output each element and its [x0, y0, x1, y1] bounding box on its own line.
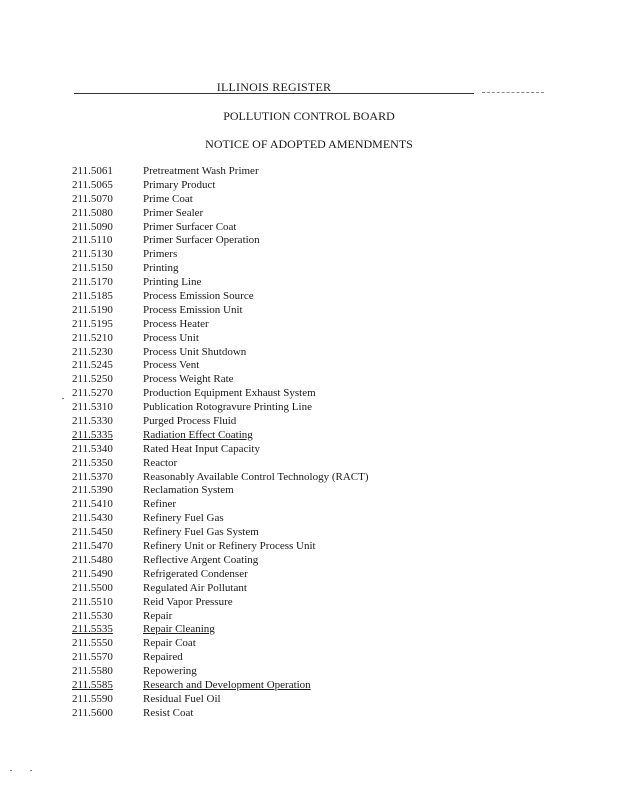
- section-row: [72, 221, 369, 235]
- section-row: [72, 471, 369, 485]
- section-term: Research and Development Operation: [143, 678, 311, 691]
- section-row: [72, 207, 369, 221]
- section-number: 211.5195: [72, 317, 113, 330]
- register-title: ILLINOIS REGISTER: [216, 80, 332, 94]
- section-number: 211.5590: [72, 692, 113, 705]
- section-number: 211.5270: [72, 387, 113, 400]
- section-number: 211.5250: [72, 373, 113, 386]
- scan-speck: [10, 770, 12, 771]
- section-number: 211.5190: [72, 303, 113, 316]
- section-term: Refinery Fuel Gas: [143, 512, 224, 525]
- section-number: 211.5390: [72, 484, 113, 497]
- section-row: [72, 276, 369, 290]
- section-term: Production Equipment Exhaust System: [143, 387, 316, 400]
- section-term: Rated Heat Input Capacity: [143, 442, 260, 455]
- section-term: Process Unit Shutdown: [143, 345, 247, 358]
- section-number: 211.5500: [72, 581, 113, 594]
- section-number: 211.5170: [72, 276, 113, 289]
- section-term: Reclamation System: [143, 484, 234, 497]
- section-row: [72, 346, 369, 360]
- section-number: 211.5230: [72, 345, 113, 358]
- section-term: Refiner: [143, 498, 176, 511]
- header-rule: [74, 93, 474, 94]
- section-term: Primer Surfacer Operation: [143, 234, 260, 247]
- section-number: 211.5310: [72, 401, 113, 414]
- section-row: [72, 457, 369, 471]
- section-term: Refinery Unit or Refinery Process Unit: [143, 540, 316, 553]
- section-term: Resist Coat: [143, 706, 194, 719]
- section-term: Repair: [143, 609, 173, 622]
- section-row: [72, 484, 369, 498]
- section-term: Reid Vapor Pressure: [143, 595, 233, 608]
- section-row: [72, 554, 369, 568]
- section-number: 211.5580: [72, 665, 113, 678]
- section-row: [72, 290, 369, 304]
- agency-name: POLLUTION CONTROL BOARD: [223, 109, 395, 123]
- section-row: [72, 179, 369, 193]
- section-number: 211.5350: [72, 456, 113, 469]
- header-dash-mark: [482, 92, 544, 93]
- section-number: 211.5330: [72, 415, 113, 428]
- section-number: 211.5061: [72, 165, 113, 177]
- section-number: 211.5110: [72, 234, 113, 247]
- section-number: 211.5065: [72, 178, 113, 191]
- section-number: 211.5150: [72, 262, 113, 275]
- section-number: 211.5245: [72, 359, 113, 372]
- section-number: 211.5090: [72, 220, 113, 233]
- section-term: Reflective Argent Coating: [143, 553, 259, 566]
- section-row: [72, 540, 369, 554]
- section-term: Primer Surfacer Coat: [143, 220, 237, 233]
- section-term: Printing: [143, 262, 179, 275]
- section-row: [72, 248, 369, 262]
- section-row: [72, 373, 369, 387]
- section-number: 211.5210: [72, 331, 113, 344]
- section-term: Repowering: [143, 665, 197, 678]
- section-term: Repaired: [143, 651, 183, 664]
- section-term: Process Emission Source: [143, 290, 254, 303]
- section-row: [72, 401, 369, 415]
- section-term: Printing Line: [143, 276, 202, 289]
- section-term: Primary Product: [143, 178, 216, 191]
- section-term: Radiation Effect Coating: [143, 428, 253, 441]
- section-term: Reasonably Available Control Technology (RACT): [143, 470, 369, 483]
- section-row: [72, 568, 369, 582]
- section-row: [72, 443, 369, 457]
- section-row: [72, 415, 369, 429]
- section-number: 211.5335: [72, 428, 113, 441]
- section-row: [72, 165, 369, 179]
- section-term: Residual Fuel Oil: [143, 692, 221, 705]
- section-number: 211.5070: [72, 192, 113, 205]
- section-number: 211.5480: [72, 553, 113, 566]
- scan-speck: [30, 770, 32, 771]
- section-number: 211.5430: [72, 512, 113, 525]
- section-row: [72, 610, 369, 624]
- section-number: 211.5600: [72, 706, 113, 719]
- section-term: Regulated Air Pollutant: [143, 581, 247, 594]
- section-row: [72, 707, 369, 721]
- section-number: 211.5130: [72, 248, 113, 261]
- section-number: 211.5410: [72, 498, 113, 511]
- section-term: Refinery Fuel Gas System: [143, 526, 259, 539]
- section-number: 211.5470: [72, 540, 113, 553]
- section-row: [72, 526, 369, 540]
- section-term: Pretreatment Wash Primer: [143, 165, 259, 177]
- section-row: [72, 429, 369, 443]
- section-term: Process Vent: [143, 359, 200, 372]
- notice-title: NOTICE OF ADOPTED AMENDMENTS: [205, 137, 413, 151]
- section-row: [72, 332, 369, 346]
- section-number: 211.5530: [72, 609, 113, 622]
- section-list: [72, 165, 369, 721]
- section-term: Refrigerated Condenser: [143, 567, 248, 580]
- section-row: [72, 359, 369, 373]
- section-number: 211.5570: [72, 651, 113, 664]
- section-term: Process Weight Rate: [143, 373, 234, 386]
- scan-speck: [62, 398, 64, 399]
- section-row: [72, 637, 369, 651]
- section-row: [72, 193, 369, 207]
- section-number: 211.5080: [72, 206, 113, 219]
- section-number: 211.5510: [72, 595, 113, 608]
- section-row: [72, 304, 369, 318]
- section-term: Primer Sealer: [143, 206, 204, 219]
- section-number: 211.5370: [72, 470, 113, 483]
- section-term: Process Heater: [143, 317, 209, 330]
- section-term: Purged Process Fluid: [143, 415, 237, 428]
- section-number: 211.5535: [72, 623, 113, 636]
- section-row: [72, 318, 369, 332]
- section-row: [72, 665, 369, 679]
- section-row: [72, 582, 369, 596]
- section-number: 211.5490: [72, 567, 113, 580]
- section-row: [72, 498, 369, 512]
- section-row: [72, 262, 369, 276]
- section-row: [72, 623, 369, 637]
- section-number: 211.5450: [72, 526, 113, 539]
- section-term: Primers: [143, 248, 178, 261]
- section-row: [72, 512, 369, 526]
- section-row: [72, 693, 369, 707]
- section-term: Process Unit: [143, 331, 199, 344]
- section-term: Reactor: [143, 456, 178, 469]
- section-row: [72, 387, 369, 401]
- section-term: Repair Cleaning: [143, 623, 215, 636]
- section-term: Repair Coat: [143, 637, 196, 650]
- section-number: 211.5550: [72, 637, 113, 650]
- section-term: Prime Coat: [143, 192, 193, 205]
- section-term: Publication Rotogravure Printing Line: [143, 401, 312, 414]
- section-number: 211.5585: [72, 678, 113, 691]
- section-row: [72, 234, 369, 248]
- section-row: [72, 679, 369, 693]
- section-number: 211.5185: [72, 290, 113, 303]
- section-term: Process Emission Unit: [143, 303, 243, 316]
- section-row: [72, 596, 369, 610]
- section-number: 211.5340: [72, 442, 113, 455]
- section-row: [72, 651, 369, 665]
